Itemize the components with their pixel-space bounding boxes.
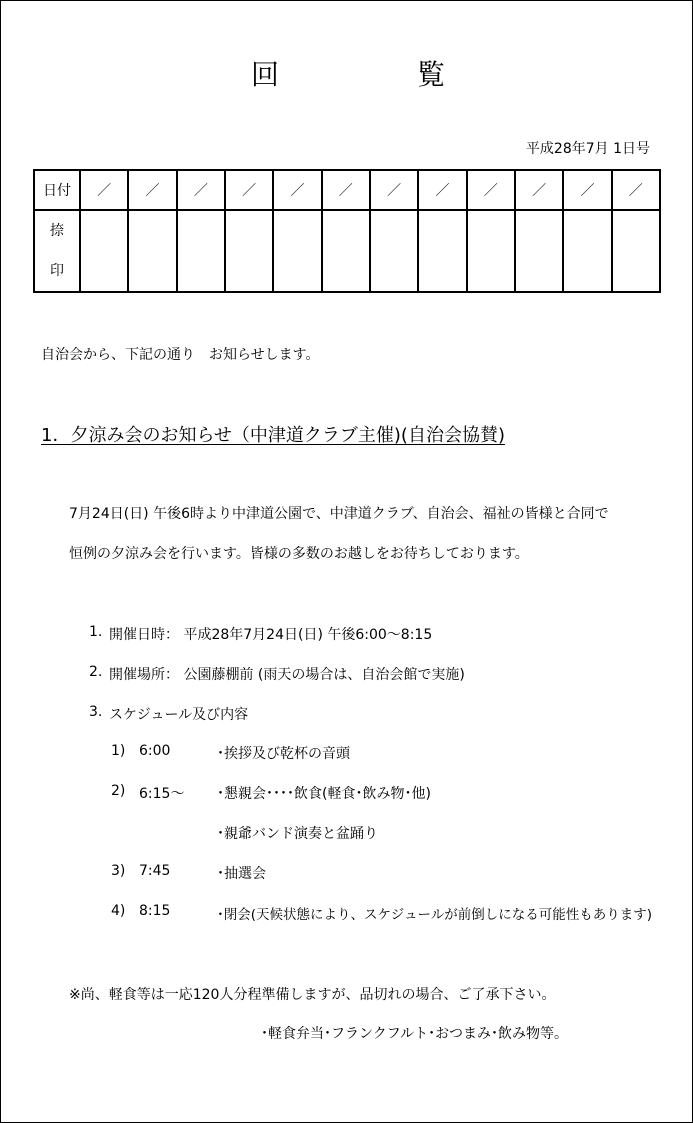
schedule-desc: ･懇親会････飲食(軽食･飲み物･他) [217, 786, 431, 802]
seal-cell[interactable] [80, 210, 128, 292]
seal-label-top: 捺 [50, 223, 64, 239]
note-text: ※尚、軽食等は一応120人分程準備しますが、品切れの場合、ご了承下さい。 [69, 987, 556, 1003]
seal-cell[interactable] [225, 210, 273, 292]
section-heading: 1．夕涼み会のお知らせ（中津道クラブ主催)(自治会協賛) [41, 425, 505, 446]
schedule-time: 7:45 [139, 863, 171, 879]
seal-cell[interactable] [128, 210, 176, 292]
note-items: ･軽食弁当･フランクフルト･おつまみ･飲み物等。 [261, 1026, 569, 1042]
body-line-1: 7月24日(日) 午後6時より中津道公園で、中津道クラブ、自治会、福祉の皆様と合同で [69, 506, 609, 522]
item-number: 3. [89, 704, 103, 720]
date-slot[interactable]: ／ [515, 170, 563, 210]
date-slot[interactable]: ／ [612, 170, 660, 210]
item-text: 開催場所： 公園藤棚前 (雨天の場合は、自治会館で実施) [109, 667, 465, 683]
title-char-2: 覧 [417, 58, 446, 91]
schedule-number: 2) [111, 783, 126, 799]
seal-cell[interactable] [563, 210, 611, 292]
seal-cell[interactable] [612, 210, 660, 292]
intro-text: 自治会から、下記の通り お知らせします。 [41, 347, 320, 363]
seal-row [34, 210, 660, 292]
schedule-number: 4) [111, 903, 126, 919]
schedule-time: 8:15 [139, 903, 171, 919]
schedule-desc: ･抽選会 [217, 866, 266, 882]
seal-cell[interactable] [177, 210, 225, 292]
title-char-1: 回 [251, 58, 280, 91]
date-slot[interactable]: ／ [418, 170, 466, 210]
item-number: 2. [89, 664, 103, 680]
date-slot[interactable]: ／ [80, 170, 128, 210]
date-slot[interactable]: ／ [177, 170, 225, 210]
item-number: 1. [89, 624, 103, 640]
item-text: スケジュール及び内容 [109, 707, 249, 723]
schedule-number: 1) [111, 743, 126, 759]
seal-cell[interactable] [418, 210, 466, 292]
date-slot[interactable]: ／ [128, 170, 176, 210]
schedule-number: 3) [111, 863, 126, 879]
date-slot[interactable]: ／ [370, 170, 418, 210]
schedule-desc: ･閉会(天候状態により、スケジュールが前倒しになる可能性もあります) [217, 907, 652, 923]
item-text: 開催日時： 平成28年7月24日(日) 午後6:00～8:15 [109, 627, 433, 643]
date-slot[interactable]: ／ [273, 170, 321, 210]
seal-label-bottom: 印 [50, 263, 64, 279]
date-slot[interactable]: ／ [467, 170, 515, 210]
date-slot[interactable]: ／ [322, 170, 370, 210]
schedule-desc: ･親爺バンド演奏と盆踊り [217, 826, 378, 842]
circulation-table [33, 169, 661, 293]
issue-number: 平成28年7月 1日号 [525, 141, 650, 157]
seal-label [34, 210, 80, 292]
schedule-desc: ･挨拶及び乾杯の音頭 [217, 746, 350, 762]
date-row [34, 170, 660, 210]
body-line-2: 恒例の夕涼み会を行います。皆様の多数のお越しをお待ちしております。 [69, 546, 529, 562]
date-slot[interactable]: ／ [563, 170, 611, 210]
date-slot[interactable]: ／ [225, 170, 273, 210]
schedule-time: 6:00 [139, 743, 171, 759]
seal-cell[interactable] [370, 210, 418, 292]
seal-cell[interactable] [467, 210, 515, 292]
seal-cell[interactable] [273, 210, 321, 292]
date-label: 日付 [34, 170, 80, 210]
schedule-time: 6:15～ [139, 786, 185, 802]
seal-cell[interactable] [515, 210, 563, 292]
seal-cell[interactable] [322, 210, 370, 292]
